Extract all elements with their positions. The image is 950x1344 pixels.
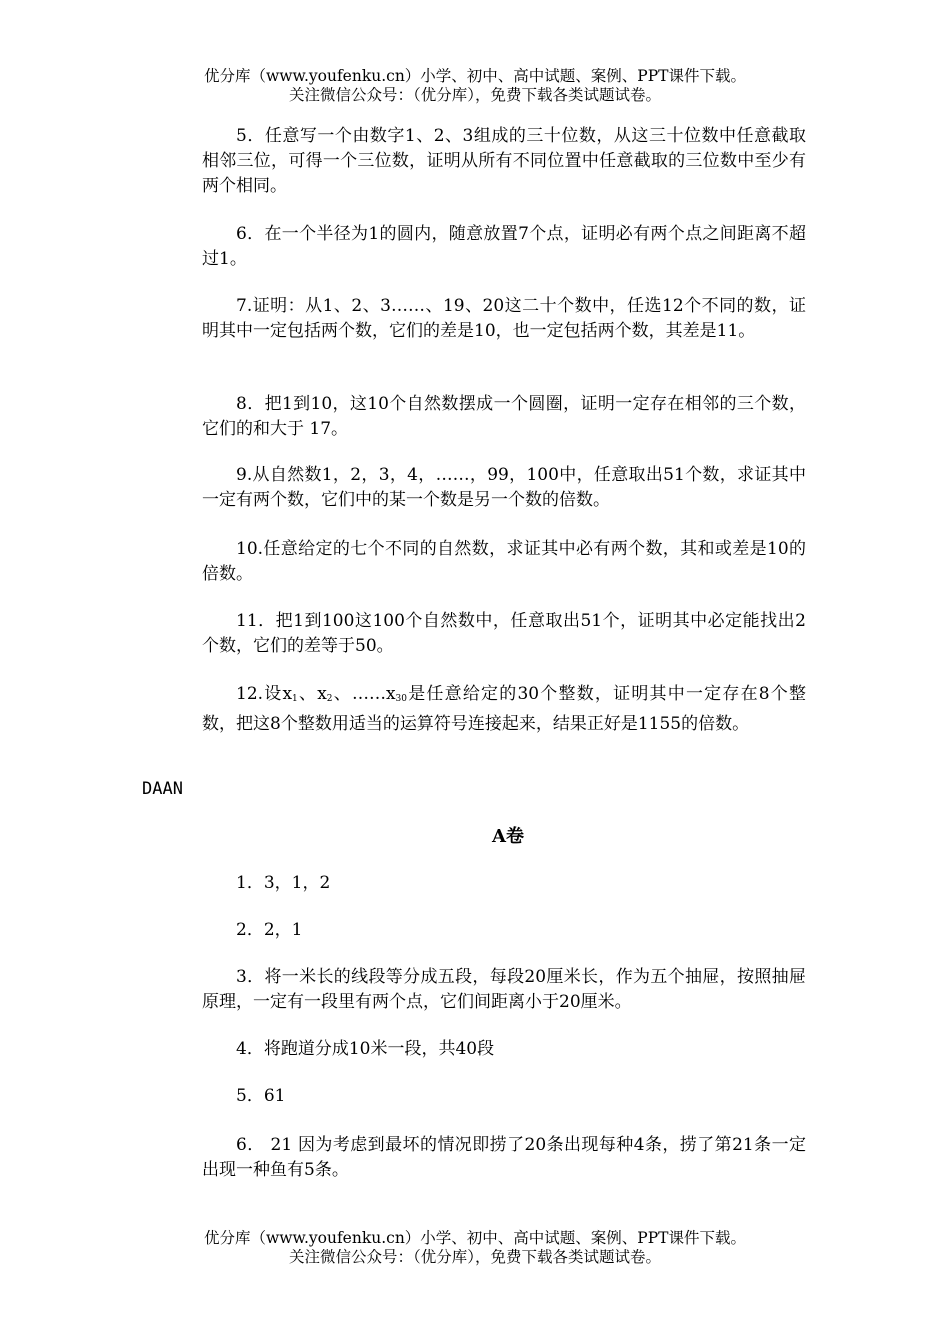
answers-title: A卷 (492, 826, 524, 847)
footer-line-2: 关注微信公众号：（优分库），免费下载各类试题试卷。 (288, 1248, 661, 1266)
question-12: 12.设$x_1$、$x_2$、$\dots\dots x_{30}$是任意给定的30个整数，证明其中一定存在8个整数，把这8个整数用适当的运算符号连接起来，结果正好是1155的倍数。 (202, 684, 807, 734)
answer-6: 6． 21 因为考虑到最坏的情况即捞了20条出现每种4条，捞了第21条一定出现一种鱼有5条。 (202, 1135, 806, 1180)
question-11: 11．把1到100这100个自然数中，任意取出51个，证明其中必定能找出2个数，它们的差等于50。 (202, 611, 806, 656)
header-line-1: 优分库（www.youfenku.cn）小学、初中、高中试题、案例、PPT课件下载。 (203, 67, 747, 85)
question-9: 9.从自然数1，2，3，4，……，99，100中，任意取出51个数，求证其中一定有两个数，它们中的某一个数是另一个数的倍数。 (202, 465, 806, 510)
answer-3: 3．将一米长的线段等分成五段，每段20厘米长，作为五个抽屉，按照抽屉原理，一定有一段里有两个点，它们间距离小于20厘米。 (202, 967, 806, 1012)
answer-2: 2．2，1 (236, 920, 303, 940)
answer-5: 5．61 (236, 1086, 286, 1106)
question-7: 7.证明：从1、2、3……、19、20这二十个数中，任选12个不同的数，证明其中一定包括两个数，它们的差是10，也一定包括两个数，其差是11。 (202, 296, 806, 341)
question-10: 10.任意给定的七个不同的自然数，求证其中必有两个数，其和或差是10的倍数。 (202, 539, 806, 584)
answer-1: 1．3，1，2 (236, 873, 331, 893)
daan-label: DAAN (142, 779, 183, 799)
question-5: 5．任意写一个由数字1、2、3组成的三十位数，从这三十位数中任意截取相邻三位，可得一个三位数，证明从所有不同位置中任意截取的三位数中至少有两个相同。 (202, 126, 806, 196)
page-footer (0, 1229, 950, 1267)
question-6: 6．在一个半径为1的圆内，随意放置7个点，证明必有两个点之间距离不超过1。 (202, 224, 806, 269)
footer-line-1: 优分库（www.youfenku.cn）小学、初中、高中试题、案例、PPT课件下载。 (203, 1229, 747, 1247)
header-line-2: 关注微信公众号：（优分库），免费下载各类试题试卷。 (288, 86, 661, 104)
page-header (0, 67, 950, 105)
question-8: 8．把1到10，这10个自然数摆成一个圆圈，证明一定存在相邻的三个数，它们的和大于 17。 (202, 394, 806, 439)
answer-4: 4．将跑道分成10米一段，共40段 (236, 1039, 495, 1059)
